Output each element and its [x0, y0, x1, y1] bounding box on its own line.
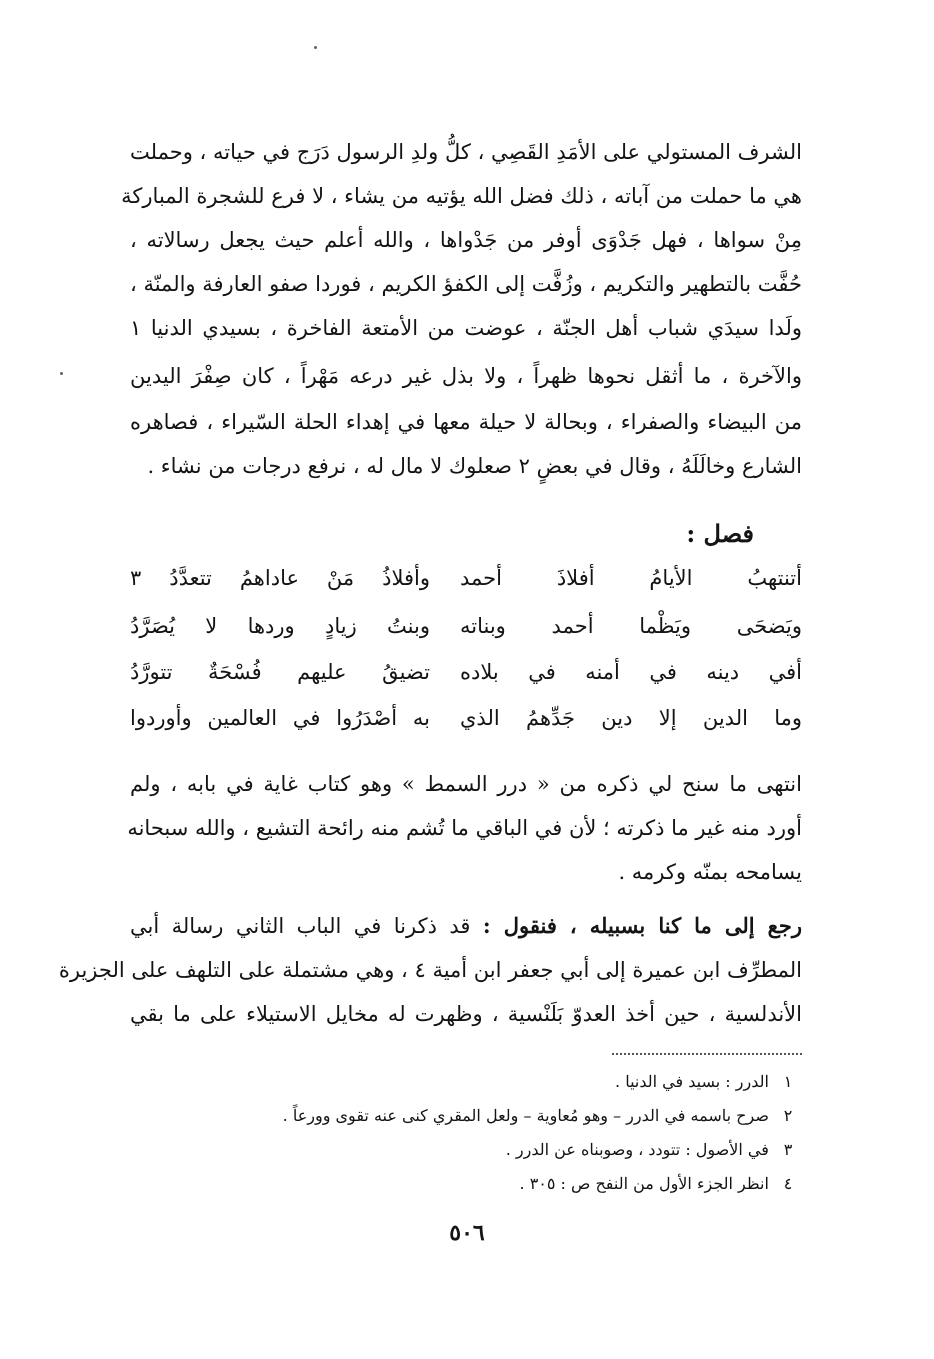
text-line: المطرِّف ابن عميرة إلى أبي جعفر ابن أمية ٤ ، وهي مشتملة على التلهف على الجزيرة — [58, 958, 802, 982]
footnote — [162, 1102, 802, 1130]
text-line — [130, 906, 802, 946]
footnote-number: ٤ — [783, 1174, 793, 1193]
text-line: يسامحه بمنّه وكرمه . — [618, 860, 802, 884]
text-line: أورد منه غير ما ذكرته ؛ لأن في الباقي ما تُشم منه رائحة التشيع ، والله سبحانه — [127, 816, 802, 840]
text-line: الشارع وخالَلَهُ ، وقال في بعضٍ ٢ صعلوك لا مال له ، نرفع درجات من نشاء . — [147, 454, 802, 478]
text-line: مِنْ سواها ، فهل جَدْوَى أوفر من جَدْواها ، والله أعلم حيث يجعل رسالاته ، — [130, 228, 802, 252]
verse-row — [130, 606, 802, 646]
scan-speck — [60, 372, 63, 375]
footnote-text: صرح باسمه في الدرر – وهو مُعاوية – ولعل المقري كنى عنه تقوى وورعاً . — [282, 1106, 769, 1125]
footnote-text: الدرر : بسيد في الدنيا . — [615, 1072, 769, 1091]
text-line: حُفَّت بالتطهير والتكريم ، وزُفَّت إلى الكفؤ الكريم ، فوردا صفو العارفة والمنّة ، — [130, 272, 802, 296]
text-line: الشرف المستولي على الأمَدِ القَصِي ، كلُّ ولدِ الرسول دَرَج في حياته ، وحملت — [130, 140, 802, 164]
verse-first-hemistich: أتنتهبُ الأيامُ أفلاذَ أحمد — [460, 566, 802, 590]
verse-first-hemistich: وما الدين إلا دين جَدِّهمُ الذي — [460, 706, 802, 730]
text-line: انتهى ما سنح لي ذكره من « درر السمط » وهو كتاب غاية في بابه ، ولم — [130, 772, 802, 796]
footnote — [162, 1136, 802, 1164]
footnote-separator — [612, 1053, 802, 1055]
text-line: من البيضاء والصفراء ، وبحالة لا حيلة معها في إهداء الحلة السّيراء ، فصاهره — [130, 410, 802, 434]
verse-second-hemistich: به أصْدَرُوا في العالمين وأوردوا — [130, 706, 430, 730]
verse-first-hemistich: ويَضحَى ويَظْما أحمد وبناته — [460, 614, 802, 638]
text-line: هي ما حملت من آباته ، ذلك فضل الله يؤتيه من يشاء ، لا فرع للشجرة المباركة — [121, 184, 802, 208]
verse-row — [130, 558, 802, 598]
scan-speck — [314, 46, 317, 49]
text-line: والآخرة ، ما أثقل نحوها ظهراً ، ولا بذل غير درعه مَهْراً ، كان صِفْرَ اليدين — [130, 364, 802, 388]
footnote-text: في الأصول : تتودد ، وصوبناه عن الدرر . — [505, 1140, 769, 1159]
verse-second-hemistich: تضيقُ عليهم فُسْحَةٌ تتورَّدُ — [130, 660, 430, 684]
footnote — [162, 1170, 802, 1198]
footnote-text: انظر الجزء الأول من النفح ص : ٣٠٥ . — [519, 1174, 769, 1193]
verse-first-hemistich: أفي دينه في أمنه في بلاده — [460, 660, 802, 684]
page-number: ٥٠٦ — [449, 1220, 485, 1246]
verse-row — [130, 652, 802, 692]
verse-second-hemistich: وبنتُ زيادٍ وردها لا يُصَرَّدُ — [130, 614, 430, 638]
footnote — [162, 1068, 802, 1096]
footnote-number: ٣ — [783, 1140, 793, 1159]
bold-lead: رجع إلى ما كنا بسبيله ، فنقول : — [482, 913, 802, 938]
footnote-number: ٢ — [783, 1106, 793, 1125]
text-run: قد ذكرنا في الباب الثاني رسالة أبي — [130, 914, 471, 938]
text-line: ولَدا سيدَي شباب أهل الجنّة ، عوضت من الأمتعة الفاخرة ، بسيدي الدنيا ١ — [130, 316, 802, 340]
verse-second-hemistich: وأفلاذُ مَنْ عاداهمُ تتعدَّدُ ٣ — [130, 566, 430, 590]
footnote-number: ١ — [783, 1072, 793, 1091]
verse-row — [130, 698, 802, 738]
section-heading: فصل : — [686, 519, 754, 548]
text-line: الأندلسية ، حين أخذ العدوّ بَلَنْسية ، وظهرت له مخايل الاستيلاء على ما بقي — [130, 1002, 802, 1026]
